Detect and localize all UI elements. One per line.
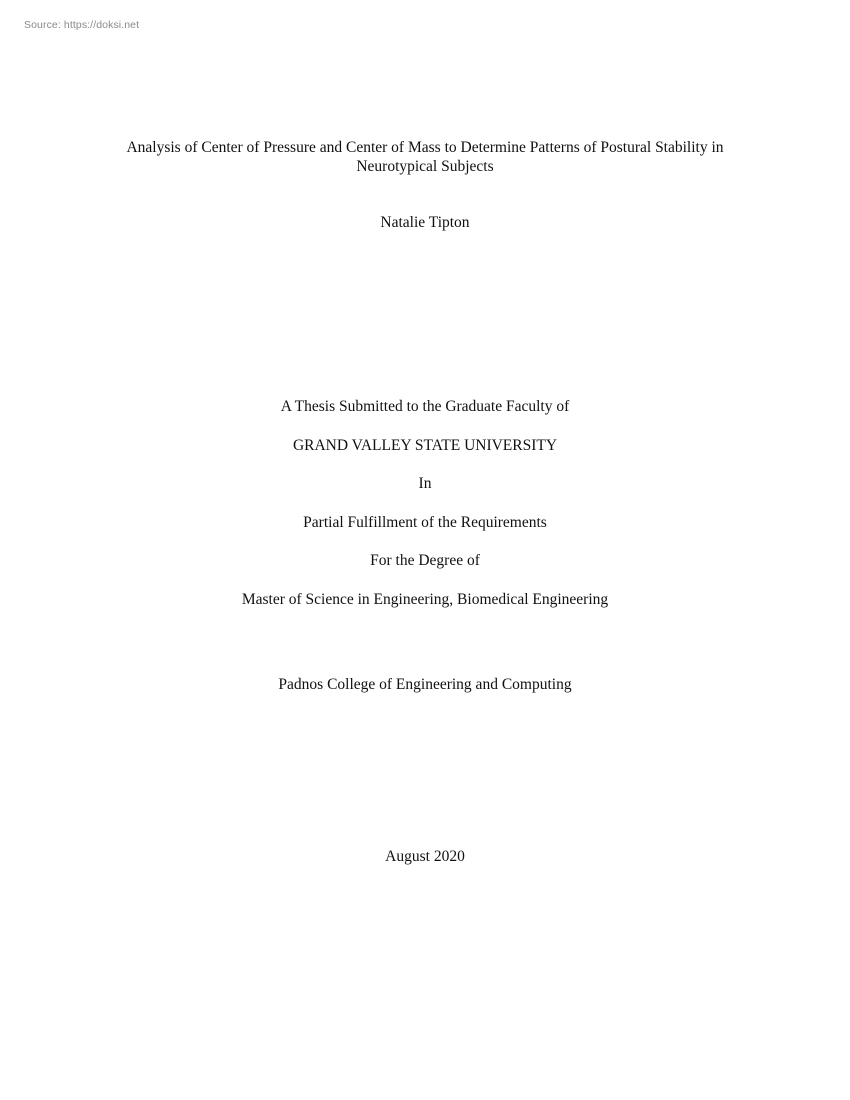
submission-line-4: Partial Fulfillment of the Requirements: [303, 513, 547, 531]
author-name: Natalie Tipton: [380, 214, 470, 231]
page-title: Analysis of Center of Pressure and Center of Mass to Determine Patterns of Postural Stability in Neurotypical Subjects: [126, 139, 724, 175]
submission-line-1: A Thesis Submitted to the Graduate Faculty of: [280, 398, 570, 415]
title-block: [95, 138, 755, 232]
submission-block: [75, 388, 775, 619]
submission-line-2: GRAND VALLEY STATE UNIVERSITY: [292, 436, 558, 454]
submission-line-5: For the Degree of: [370, 552, 480, 569]
college-name: Padnos College of Engineering and Computing: [278, 676, 572, 693]
publication-date: August 2020: [385, 848, 465, 865]
submission-line-6: Master of Science in Engineering, Biomedical Engineering: [241, 590, 609, 608]
submission-line-3: In: [418, 475, 432, 492]
source-watermark: Source: https://doksi.net: [24, 19, 140, 31]
